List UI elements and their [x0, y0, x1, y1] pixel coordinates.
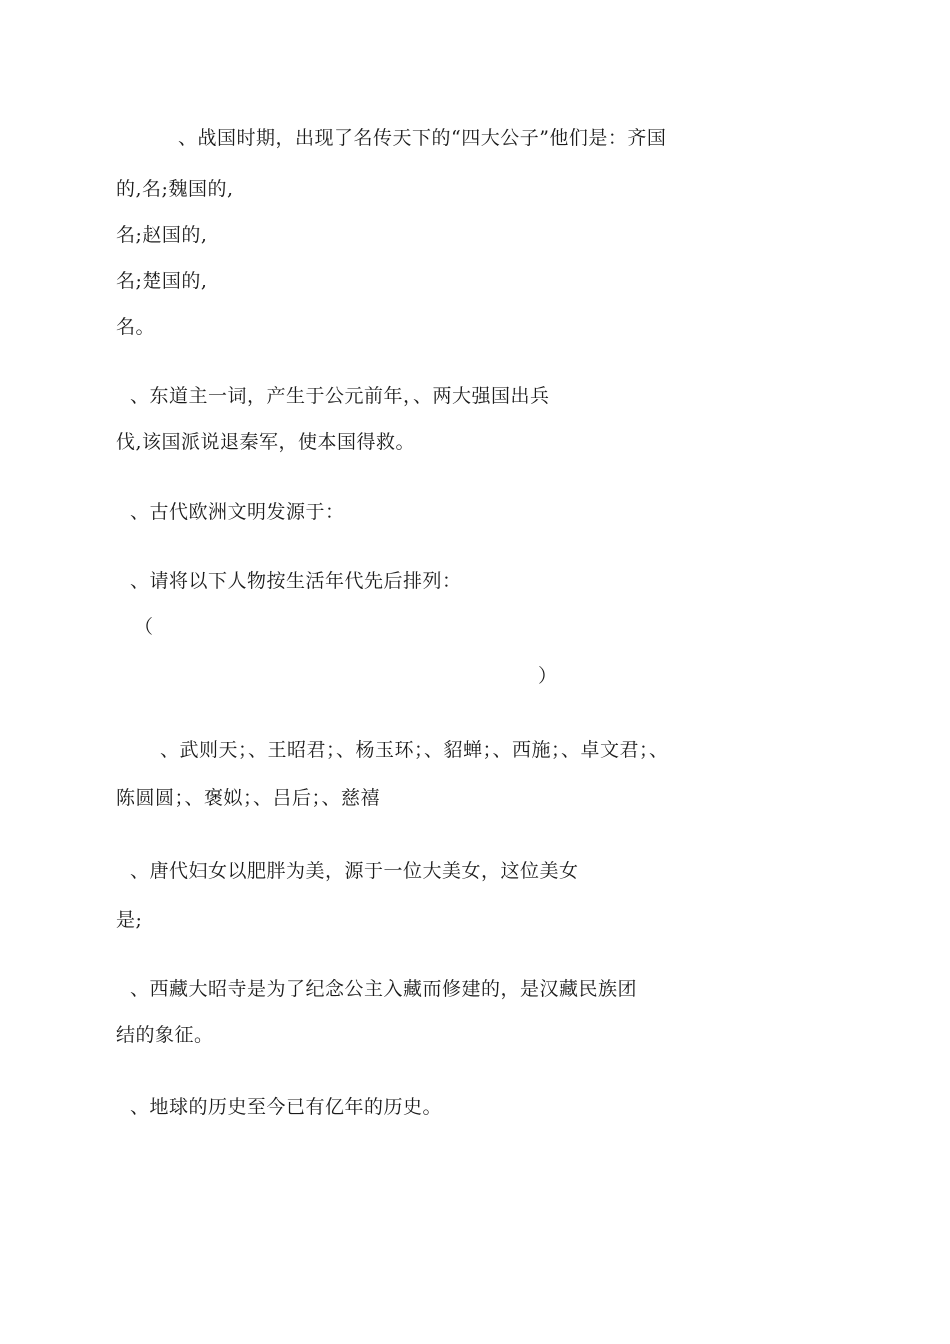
- q1-line-1: 、战国时期，出现了名传天下的“四大公子”他们是：齐国: [178, 127, 667, 149]
- q5-line-1: 、唐代妇女以肥胖为美，源于一位大美女，这位美女: [130, 860, 579, 882]
- q3-line-1: 、古代欧洲文明发源于：: [130, 501, 345, 523]
- q5-line-2: 是;: [116, 909, 143, 931]
- q4-names-line-2: 陈圆圆；、褒姒；、吕后；、慈禧: [116, 787, 381, 809]
- q4-line-1: 、请将以下人物按生活年代先后排列：: [130, 570, 462, 592]
- q6-line-1: 、西藏大昭寺是为了纪念公主入藏而修建的，是汉藏民族团: [130, 978, 638, 1000]
- q2-line-2: 伐,该国派说退秦军，使本国得救。: [116, 431, 416, 453]
- q1-line-4: 名;楚国的,: [116, 270, 208, 292]
- q1-line-5: 名。: [116, 316, 156, 338]
- q1-line-3: 名;赵国的,: [116, 224, 208, 246]
- q1-line-2: 的,名;魏国的,: [116, 178, 234, 200]
- q4-open-paren: （: [134, 616, 154, 638]
- q4-names-line-1: 、武则天；、王昭君；、杨玉环；、貂蝉；、西施；、卓文君；、: [160, 739, 669, 761]
- q7-line-1: 、地球的历史至今已有亿年的历史。: [130, 1096, 443, 1118]
- q6-line-2: 结的象征。: [116, 1024, 214, 1046]
- q4-close-paren: ）: [538, 665, 558, 687]
- q2-line-1: 、东道主一词，产生于公元前年，、两大强国出兵: [130, 385, 550, 407]
